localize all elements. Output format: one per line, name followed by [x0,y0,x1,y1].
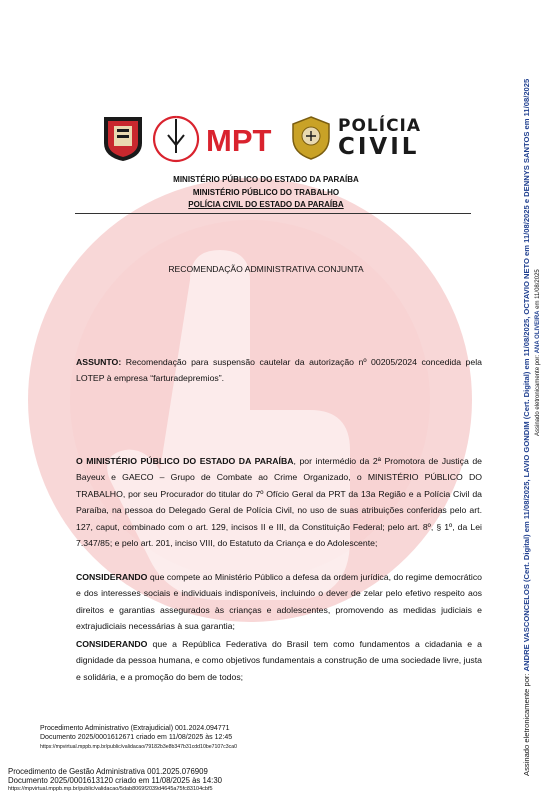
footer2-line2: Documento 2025/0001613120 criado em 11/08/2025 às 14:30 [8,776,222,786]
footer2-line1: Procedimento de Gestão Administrativa 001.2025.076909 [8,767,208,776]
signature-line-secondary [533,6,543,436]
header-logos [100,113,430,167]
header-line-policia: POLÍCIA CIVIL DO ESTADO DA PARAÍBA [188,200,344,209]
signature-prefix: Assinado eletronicamente por: [522,671,531,776]
considerando-paragraph-1 [76,569,482,635]
signature-sidebar [522,6,543,776]
preamble-paragraph [76,453,482,551]
policia-civil-badge-icon [288,115,334,161]
signature2-suffix: em 11/08/2025 [534,269,541,311]
considerando-text-1: que compete ao Ministério Público a defesa da ordem jurídica, do regime democrático e dos interesses sociais e individuais indisponíveis, incluindo o dever de zelar pelo efetivo respeito aos direitos e garantias assegurados às crianças e adolescentes, promovendo as medidas judiciais e extrajudiciais necessárias à sua garantia; [76,572,482,632]
policia-civil-wordmark [338,117,421,159]
signature2-prefix: Assinado eletronicamente por: [534,353,541,436]
header-divider [75,213,471,214]
footer1-line1: Procedimento Administrativo (Extrajudicial) 001.2024.094771 [40,725,230,732]
signature2-name: ANA OLIVEIRA [534,310,541,354]
considerando-paragraph-2 [76,636,482,685]
considerando-lead-2: CONSIDERANDO [76,639,148,649]
footer2-validation-link[interactable]: https://mpvirtual.mppb.mp.br/public/validacao/5dab8069f2039d4645a75fc83104cbf5 [8,786,213,793]
institution-header [0,174,532,212]
footer-procedimento-administrativo [40,725,237,751]
footer1-line2: Documento 2025/0001612671 criado em 11/08/2025 às 12:45 [40,733,233,741]
header-line-mpt: MINISTÉRIO PÚBLICO DO TRABALHO [192,187,340,197]
policia-line2: CIVIL [338,134,420,160]
considerando-text-2: que a República Federativa do Brasil tem como fundamentos a cidadania e a dignidade da pessoa humana, e como objetivos fundamentais a construção de uma sociedade livre, justa e solidária, e a promoção do bem de todos; [76,639,482,682]
watermark-hand-icon [20,170,480,630]
signature-names: ANDRE VASCONCELOS (Cert. Digital) em 11/08/2025, LAVIO GONDIM (Cert. Digital) em 11/08/2025, OCTAVIO NETO em 11/08/2025 e DENNYS SANTOS em 11/08/2025 [522,78,531,672]
mpt-logo-text: MPT [206,123,272,158]
header-line-mppb: MINISTÉRIO PÚBLICO DO ESTADO DA PARAÍBA [173,175,359,184]
footer-procedimento-gestao [8,767,222,795]
footer1-validation-link[interactable]: https://mpvirtual.mppb.mp.br/public/validacao/79182b3e8b347b31cdd10be7107c3ca0 [40,743,237,750]
assunto-text: Recomendação para suspensão cautelar da autorização nº 00205/2024 concedida pela LOTEP à empresa “farturadepremios”. [76,357,482,384]
mppb-coat-of-arms-icon [100,115,146,163]
signature-line-main [522,6,533,776]
assunto-label: ASSUNTO: [76,357,122,367]
policia-line1: POLÍCIA [338,116,422,136]
considerando-lead-1: CONSIDERANDO [76,572,148,582]
preamble-lead: O MINISTÉRIO PÚBLICO DO ESTADO DA PARAÍBA [76,456,294,466]
assunto-paragraph [76,354,482,387]
mpt-logo-icon [150,113,280,165]
preamble-text: , por intermédio da 2ª Promotora de Justiça de Bayeux e GAECO – Grupo de Combate ao Crime Organizado, o MINISTÉRIO PÚBLICO DO TRABALHO, por seu Procurador do titular do 7º Ofício Geral da PRT da 13a Região e a Polícia Civil da Paraíba, na pessoa do Delegado Geral de Polícia Civil, no uso de suas atribuições conferidas pelo art. 127, caput, combinado com o art. 129, incisos II e III, da Constituição Federal; pelo art. 8º, § 1º, da Lei 7.347/85; e pelo art. 201, inciso VIII, do Estatuto da Criança e do Adolescente; [76,456,482,549]
document-title: RECOMENDAÇÃO ADMINISTRATIVA CONJUNTA [168,264,364,274]
